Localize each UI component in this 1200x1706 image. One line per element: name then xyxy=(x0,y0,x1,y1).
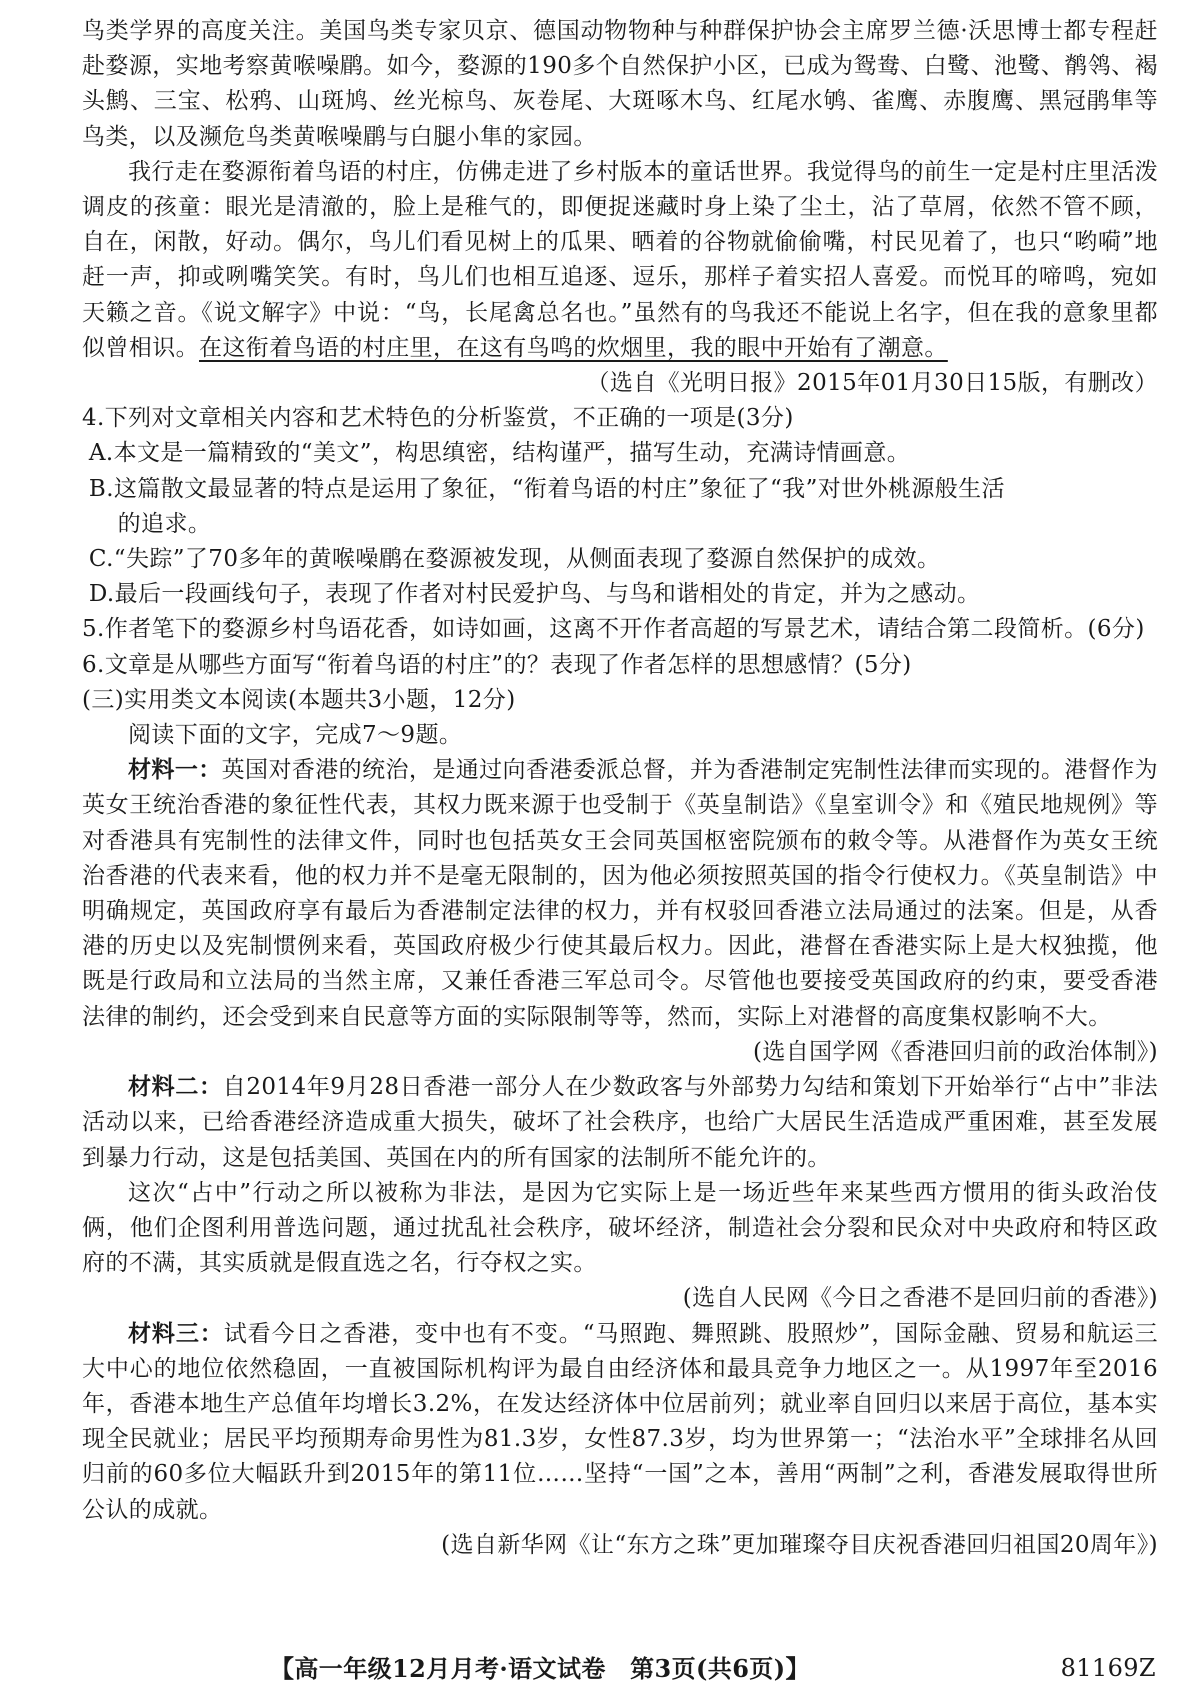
footer-title: 【高一年级12月月考·语文试卷 第3页(共6页)】 xyxy=(270,1654,810,1683)
question-4-option-d: D.最后一段画线句子，表现了作者对村民爱护鸟、与鸟和谐相处的肯定，并为之感动。 xyxy=(88,581,981,608)
material-1-source: (选自国学网《香港回归前的政治体制》) xyxy=(752,1038,1158,1065)
material-3-source: (选自新华网《让“东方之珠”更加璀璨夺目庆祝香港回归祖国20周年》) xyxy=(441,1531,1158,1558)
passage-paragraph-2-text: 我行走在婺源衔着鸟语的村庄，仿佛走进了乡村版本的童话世界。我觉得鸟的前生一定是村庄里活泼调皮的孩童：眼光是清澈的，脸上是稚气的，即便捉迷藏时身上染了尘土，沾了草屑，依然不管不顾，自在，闲散，好动。偶尔，鸟儿们看见树上的瓜果、晒着的谷物就偷偷嘴，村民见着了，也只“哟嗬”地赶一声，抑或咧嘴笑笑。有时，鸟儿们也相互追逐、逗乐，那样子着实招人喜爱。而悦耳的啼鸣，宛如天籁之音。《说文解字》中说：“鸟，长尾禽总名也。”虽然有的鸟我还不能说上名字，但在我的意象里都似曾相识。 xyxy=(82,158,1158,361)
material-3-label: 材料三： xyxy=(128,1320,224,1347)
question-4-option-b-cont: 的追求。 xyxy=(117,510,212,537)
question-4-option-c: C.“失踪”了70多年的黄喉噪鹛在婺源被发现，从侧面表现了婺源自然保护的成效。 xyxy=(88,546,941,573)
passage-source: （选自《光明日报》2015年01月30日15版，有删改） xyxy=(586,370,1158,397)
question-5: 5.作者笔下的婺源乡村鸟语花香，如诗如画，这离不开作者高超的写景艺术，请结合第二段简析。(6分) xyxy=(82,616,1145,643)
footer-code: 81169Z xyxy=(1060,1654,1156,1682)
material-1-text: 英国对香港的统治，是通过向香港委派总督，并为香港制定宪制性法律而实现的。港督作为英女王统治香港的象征性代表，其权力既来源于也受制于《英皇制诰》《皇室训令》和《殖民地规例》等对香港具有宪制性的法律文件，同时也包括英女王会同英国枢密院颁布的敕令等。从港督作为英女王统治香港的代表来看，他的权力并不是毫无限制的，因为他必须按照英国的指令行使权力。《英皇制诰》中明确规定，英国政府享有最后为香港制定法律的权力，并有权驳回香港立法局通过的法案。但是，从香港的历史以及宪制惯例来看，英国政府极少行使其最后权力。因此，港督在香港实际上是大权独揽，他既是行政局和立法局的当然主席，又兼任香港三军总司令。尽管他也要接受英国政府的约束，要受香港法律的制约，还会受到来自民意等方面的实际限制等等，然而，实际上对港督的高度集权影响不大。 xyxy=(82,757,1158,1030)
question-4-option-b: B.这篇散文最显著的特点是运用了象征，“衔着鸟语的村庄”象征了“我”对世外桃源般生活 xyxy=(88,475,1005,502)
material-3-text: 试看今日之香港，变中也有不变。“马照跑、舞照跳、股照炒”，国际金融、贸易和航运三大中心的地位依然稳固，一直被国际机构评为最自由经济体和最具竞争力地区之一。从1997年至2016年，香港本地生产总值年均增长3.2%，在发达经济体中位居前列；就业率自回归以来居于高位，基本实现全民就业；居民平均预期寿命男性为81.3岁，女性87.3岁，均为世界第一；“法治水平”全球排名从回归前的60多位大幅跃升到2015年的第11位……坚持“一国”之本，善用“两制”之利，香港发展取得世所公认的成就。 xyxy=(82,1320,1158,1523)
question-4-stem: 4.下列对文章相关内容和艺术特色的分析鉴赏，不正确的一项是(3分) xyxy=(82,405,794,432)
material-1-label: 材料一： xyxy=(128,757,222,784)
material-2-paragraph-2: 这次“占中”行动之所以被称为非法，是因为它实际上是一场近些年来某些西方惯用的街头政治伎俩，他们企图利用普选问题，通过扰乱社会秩序，破坏经济，制造社会分裂和民众对中央政府和特区政府的不满，其实质就是假直选之名，行夺权之实。 xyxy=(82,1179,1158,1277)
material-2-label: 材料二： xyxy=(128,1074,223,1101)
material-2-text: 自2014年9月28日香港一部分人在少数政客与外部势力勾结和策划下开始举行“占中”非法活动以来，已给香港经济造成重大损失，破坏了社会秩序，也给广大居民生活造成严重困难，甚至发展到暴力行动，这是包括美国、英国在内的所有国家的法制所不能允许的。 xyxy=(82,1074,1158,1171)
passage-paragraph-1: 鸟类学界的高度关注。美国鸟类专家贝京、德国动物物种与种群保护协会主席罗兰德·沃思博士都专程赶赴婺源，实地考察黄喉噪鹛。如今，婺源的190多个自然保护小区，已成为鸳鸯、白鹭、池鹭、鹡鸰、褐头鹪、三宝、松鸦、山斑鸠、丝光椋鸟、灰卷尾、大斑啄木鸟、红尾水鸲、雀鹰、赤腹鹰、黑冠鹃隼等鸟类，以及濒危鸟类黄喉噪鹛与白腿小隼的家园。 xyxy=(82,18,1158,150)
material-1 xyxy=(82,753,1158,1035)
passage-paragraph-2 xyxy=(82,155,1158,366)
material-2-source: (选自人民网《今日之香港不是回归前的香港》) xyxy=(682,1285,1158,1312)
material-3 xyxy=(82,1317,1158,1528)
question-6: 6.文章是从哪些方面写“衔着鸟语的村庄”的？表现了作者怎样的思想感情？(5分) xyxy=(82,651,912,678)
material-2 xyxy=(82,1070,1158,1176)
question-4-option-a: A.本文是一篇精致的“美文”，构思缜密，结构谨严，描写生动，充满诗情画意。 xyxy=(88,440,911,467)
section-3-heading: (三)实用类文本阅读(本题共3小题，12分) xyxy=(82,686,516,713)
page-footer xyxy=(0,1651,1200,1691)
underlined-sentence: 在这衔着鸟语的村庄里，在这有鸟鸣的炊烟里，我的眼中开始有了潮意。 xyxy=(199,334,948,361)
section-3-instruction: 阅读下面的文字，完成7～9题。 xyxy=(128,722,463,749)
